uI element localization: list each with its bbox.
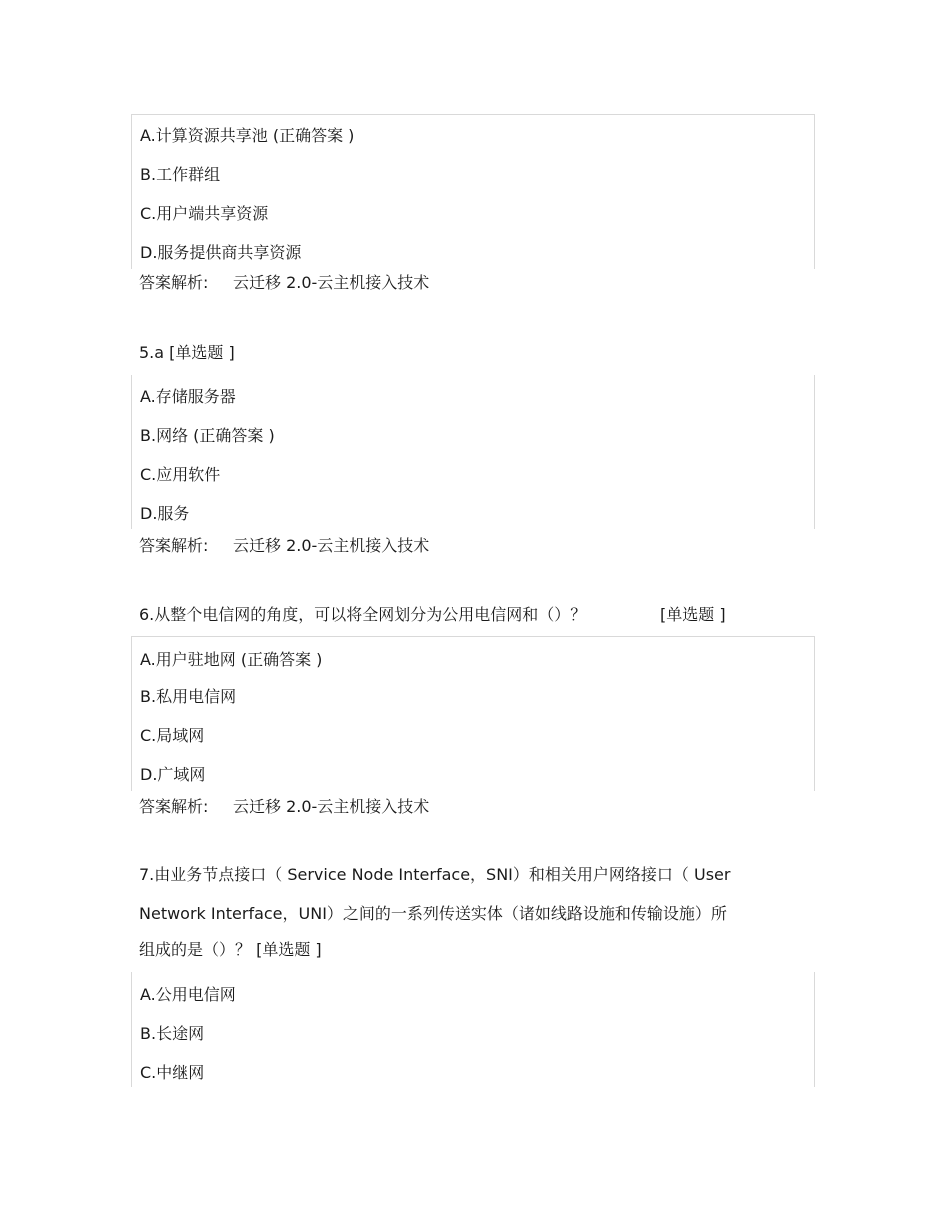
q4-option-d[interactable]: D.服务提供商共享资源 [140, 243, 302, 262]
explanation-text: 云迁移 2.0-云主机接入技术 [233, 536, 430, 555]
q7-title-line-3: 组成的是（）？ [单选题 ] [139, 940, 322, 959]
q6-options-box [131, 636, 815, 791]
q7-option-a[interactable]: A.公用电信网 [140, 985, 236, 1004]
q4-options-box [131, 114, 815, 269]
q7-title-line-2: Network Interface，UNI）之间的一系列传送实体（诸如线路设施和传输设施）所 [139, 904, 727, 923]
explanation-label: 答案解析: [139, 536, 209, 555]
q5-option-a[interactable]: A.存储服务器 [140, 387, 236, 406]
q4-option-b[interactable]: B.工作群组 [140, 165, 221, 184]
q5-options-box [131, 375, 815, 529]
q6-option-a[interactable]: A.用户驻地网 (正确答案 ) [140, 650, 323, 669]
q6-tag: [单选题 ] [660, 605, 726, 624]
q7-option-b[interactable]: B.长途网 [140, 1024, 205, 1043]
q5-option-d[interactable]: D.服务 [140, 504, 190, 523]
explanation-text: 云迁移 2.0-云主机接入技术 [233, 273, 430, 292]
q6-option-d[interactable]: D.广域网 [140, 765, 206, 784]
q7-options-box [131, 972, 815, 1087]
q6-title: 6.从整个电信网的角度，可以将全网划分为公用电信网和（）？ [139, 605, 587, 624]
q6-option-c[interactable]: C.局域网 [140, 726, 205, 745]
q5-title: 5.a [单选题 ] [139, 343, 235, 362]
q7-title-line-1: 7.由业务节点接口（ Service Node Interface，SNI）和相关用户网络接口（ User [139, 865, 731, 884]
explanation-text: 云迁移 2.0-云主机接入技术 [233, 797, 430, 816]
q4-explanation [139, 270, 429, 293]
q7-option-c[interactable]: C.中继网 [140, 1063, 205, 1082]
q4-option-c[interactable]: C.用户端共享资源 [140, 204, 269, 223]
q5-option-c[interactable]: C.应用软件 [140, 465, 221, 484]
q5-explanation [139, 533, 429, 556]
q6-explanation [139, 794, 429, 817]
q6-option-b[interactable]: B.私用电信网 [140, 687, 237, 706]
q4-option-a[interactable]: A.计算资源共享池 (正确答案 ) [140, 126, 355, 145]
q5-option-b[interactable]: B.网络 (正确答案 ) [140, 426, 275, 445]
explanation-label: 答案解析: [139, 797, 209, 816]
explanation-label: 答案解析: [139, 273, 209, 292]
